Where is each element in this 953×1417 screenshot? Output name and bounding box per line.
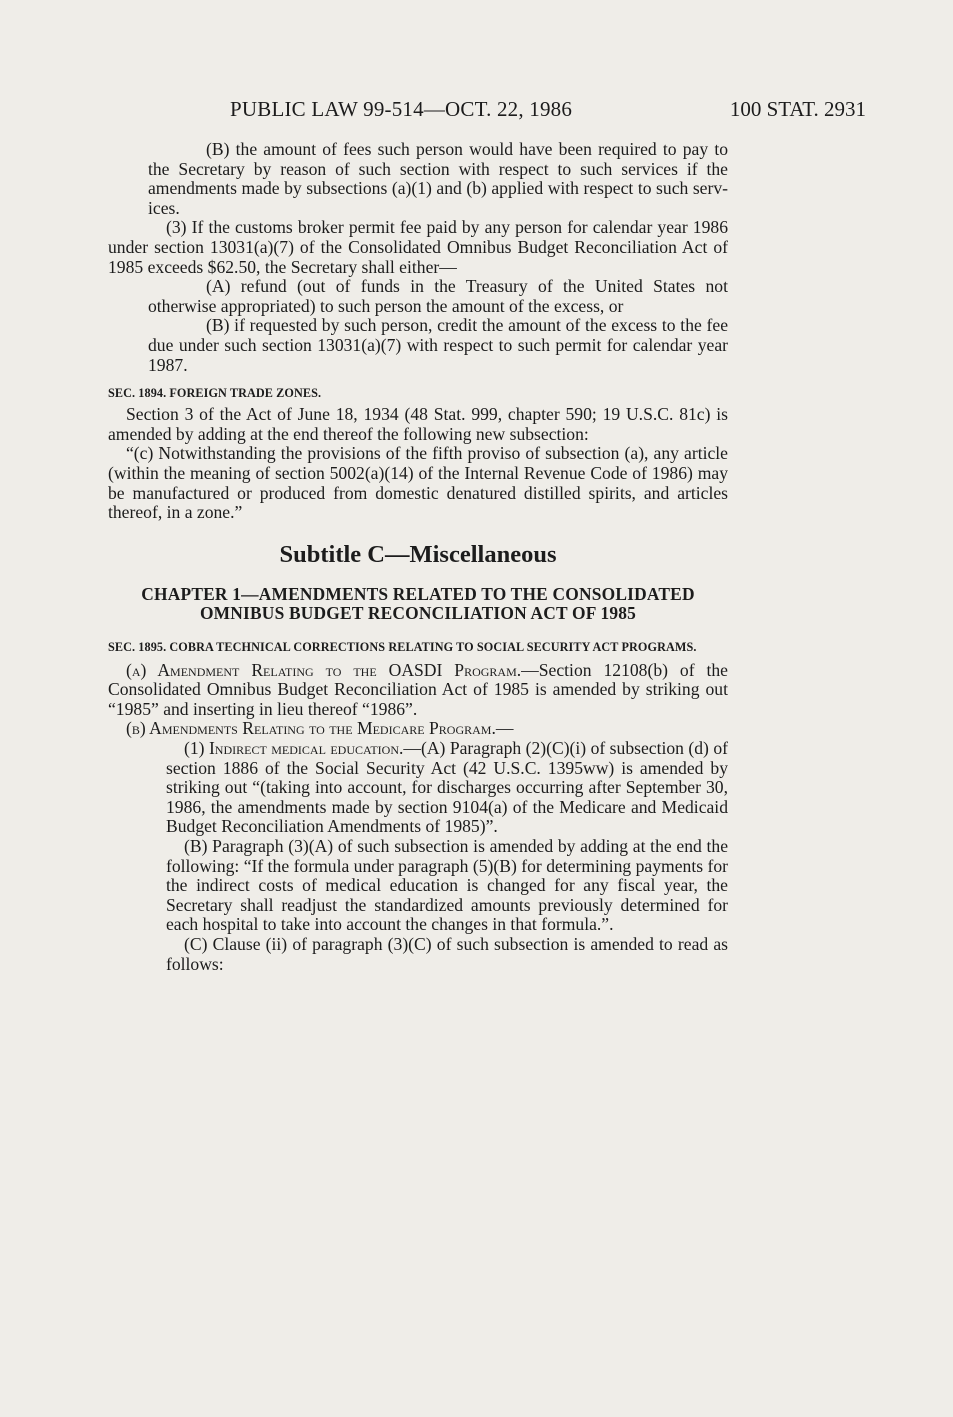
- section-1894-heading: SEC. 1894. FOREIGN TRADE ZONES.: [108, 386, 322, 401]
- section-1894-subsection-c: “(c) Notwithstanding the provisions of the fifth proviso of subsection (a), any article (within the meaning of section 5002(a)(14) of the Internal Revenue Code of 1986) may be manufactured or produced from domestic denatured distilled spirits, and articles thereof, in a zone.”: [108, 443, 728, 523]
- section-1894-paragraph: Section 3 of the Act of June 18, 1934 (48 Stat. 999, chapter 590; 19 U.S.C. 81c) is amended by adding at the end thereof the following new subsection:: [108, 404, 728, 444]
- page-header: [108, 96, 866, 122]
- subsection-b-label: (b) Amendments Relating to the Medicare Program.: [126, 718, 496, 739]
- header-stat-page: 100 STAT. 2931: [729, 97, 866, 121]
- header-law-date: PUBLIC LAW 99-514—OCT. 22, 1986: [230, 97, 573, 121]
- paragraph-b-fees: (B) the amount of fees such person would have been required to pay to the Secretary by reason of such section with respect to such services if the amendments made by subsections (a)(1) and (b) applied with respect to such services.: [148, 139, 728, 218]
- section-1895-heading: SEC. 1895. COBRA TECHNICAL CORRECTIONS RELATING TO SOCIAL SECURITY ACT PROGRAMS.: [108, 639, 697, 654]
- paragraph-3: (3) If the customs broker permit fee paid by any person for calendar year 1986 under section 13031(a)(7) of the Consolidated Omnibus Budget Reconciliation Act of 1985 exceeds $62.50, the Secretary shall either—: [108, 217, 728, 277]
- section-1895-subsection-b: [108, 719, 728, 739]
- paragraph-b1-C: (C) Clause (ii) of paragraph (3)(C) of such subsection is amended to read as follows:: [166, 934, 728, 974]
- paragraph-b1-label: (1) Indirect medical education.: [184, 738, 404, 759]
- paragraph-b1-B: (B) Paragraph (3)(A) of such subsection is amended by adding at the end the following: “If the formula under paragraph (5)(B) for determining payments for the indirect costs of medical education is changed for any fiscal year, the Secretary shall readjust the standardized amounts previously determined for each hospital to take into account the changes in that formula.”.: [166, 836, 728, 935]
- paragraph-3a: (A) refund (out of funds in the Treasury of the United States not otherwise appropriated) to such person the amount of the excess, or: [148, 276, 728, 316]
- paragraph-b1: [108, 739, 728, 837]
- paragraph-b1-text: —(A) Paragraph (2)(C)(i) of subsection (d) of section 1886 of the Social Security Act (42 U.S.C. 1395ww) is amended by striking out “(taking into account, for discharges occurring after September 30, 1986, the amendments made by section 9104(a) of the Medicare and Medicaid Budget Reconciliation Amendments of 1985)”.: [166, 738, 728, 837]
- subtitle-heading: Subtitle C—Miscellaneous: [279, 540, 557, 568]
- chapter-heading: CHAPTER 1—AMENDMENTS RELATED TO THE CONSOLIDATED OMNIBUS BUDGET RECONCILIATION ACT OF 1985: [141, 583, 695, 623]
- subsection-b-dash: —: [495, 718, 514, 739]
- subsection-a-text: —Section 12108(b) of the Consolidated Omnibus Budget Reconciliation Act of 1985 is amended by striking out “1985” and inserting in lieu thereof “1986”.: [108, 659, 728, 719]
- subsection-a-label: (a) Amendment Relating to the OASDI Program.: [126, 659, 522, 680]
- section-1895-subsection-a: [108, 661, 728, 720]
- paragraph-3b: (B) if requested by such person, credit the amount of the excess to the fee due under such section 13031(a)(7) with respect to such permit for calendar year 1987.: [148, 315, 728, 375]
- page-body: [108, 140, 728, 974]
